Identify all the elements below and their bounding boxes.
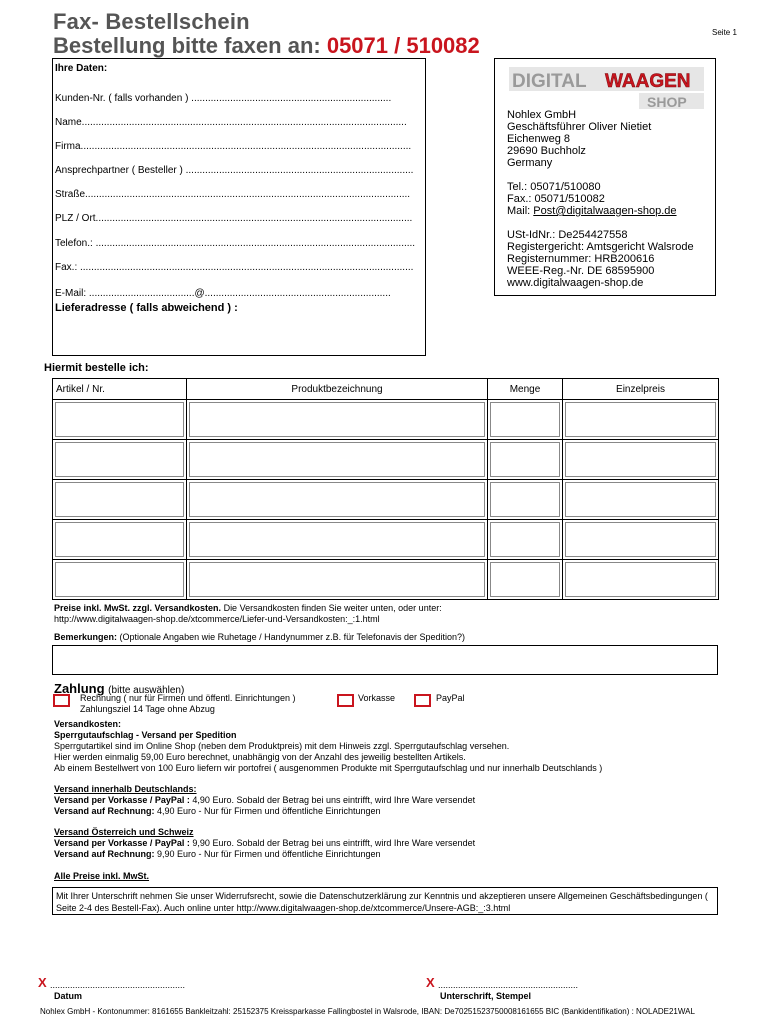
shipping-at-invoice: Versand auf Rechnung: 9,90 Euro - Nur für Firmen und öffentliche Einrichtungen <box>54 849 381 859</box>
email-field[interactable]: E-Mail: ......................................@................................................................... <box>55 288 391 299</box>
order-table <box>52 378 719 600</box>
shop-mail: Mail: Post@digitalwaagen-shop.de <box>507 205 677 217</box>
price-input[interactable] <box>565 442 716 477</box>
shipping-de-prepay: Versand per Vorkasse / PayPal : 4,90 Euro. Sobald der Betrag bei uns eintrifft, wird Ihre Ware versendet <box>54 795 476 805</box>
table-row <box>53 480 719 520</box>
invoice-option-label: Rechnung ( nur für Firmen und öffentl. Einrichtungen ) <box>80 693 296 703</box>
paypal-checkbox[interactable] <box>414 694 431 707</box>
customer-data-box <box>52 58 426 356</box>
weee-number: WEEE-Reg.-Nr. DE 68595900 <box>507 265 655 277</box>
shop-mail-link[interactable]: Post@digitalwaagen-shop.de <box>533 205 677 217</box>
surcharge-line: Hier werden einmalig 59,00 Euro berechnet, unabhängig von der Anzahl des jeweilig bestellten Artikels. <box>54 752 466 762</box>
shop-fax: Fax.: 05071/510082 <box>507 193 605 205</box>
contact-person-field[interactable]: Ansprechpartner ( Besteller ) .................................................................................. <box>55 165 414 176</box>
quantity-input[interactable] <box>490 442 560 477</box>
table-row <box>53 560 719 600</box>
company-name: Nohlex GmbH <box>507 109 577 121</box>
shipping-cost-url[interactable]: http://www.digitalwaagen-shop.de/xtcommerce/Liefer-und-Versandkosten:_:1.html <box>54 614 380 624</box>
shipping-de-invoice: Versand auf Rechnung: 4,90 Euro - Nur für Firmen und öffentliche Einrichtungen <box>54 806 381 816</box>
col-article: Artikel / Nr. <box>53 379 187 400</box>
price-input[interactable] <box>565 482 716 517</box>
payment-heading: Zahlung (bitte auswählen) <box>54 681 185 696</box>
surcharge-line: Ab einem Bestellwert von 100 Euro liefern wir portofrei ( ausgenommen Produkte mit Sperrgutaufschlag und nur innerhalb Deutschlands ) <box>54 763 603 773</box>
shipping-at-prepay: Versand per Vorkasse / PayPal : 9,90 Euro. Sobald der Betrag bei uns eintrifft, wird Ihre Ware versendet <box>54 838 476 848</box>
order-table-header <box>53 379 719 400</box>
price-input[interactable] <box>565 522 716 557</box>
terms-box <box>52 887 718 915</box>
date-label: Datum <box>54 991 83 1001</box>
register-number: Registernummer: HRB200616 <box>507 253 655 265</box>
date-x-mark: X <box>38 975 47 990</box>
street-field[interactable]: Straße..................................................................................................................... <box>55 189 411 200</box>
svg-text:SHOP: SHOP <box>647 94 687 110</box>
col-product: Produktbezeichnung <box>187 379 488 400</box>
all-prices-note: Alle Preise inkl. MwSt. <box>54 871 150 881</box>
fax-number: 05071 / 510082 <box>326 33 480 58</box>
bank-footer: Nohlex GmbH - Kontonummer: 8161655 Bankleitzahl: 25152375 Kreissparkasse Fallingbostel in Walsrode, IBAN: De70251523750008161655 BIC (Bankidentifikation) : NOLADE21WAL <box>40 1007 695 1016</box>
product-input[interactable] <box>189 402 485 437</box>
quantity-input[interactable] <box>490 562 560 597</box>
delivery-address-heading: Lieferadresse ( falls abweichend ) : <box>55 302 238 314</box>
surcharge-heading: Sperrgutaufschlag - Versand per Spedition <box>54 730 237 740</box>
shipping-de-heading: Versand innerhalb Deutschlands: <box>54 784 197 794</box>
price-input[interactable] <box>565 562 716 597</box>
shop-info-box <box>494 58 716 296</box>
shop-website[interactable]: www.digitalwaagen-shop.de <box>507 277 644 289</box>
page-label: Seite 1 <box>712 28 737 37</box>
company-ceo: Geschäftsführer Oliver Nietiet <box>507 121 652 133</box>
signature-x-mark: X <box>426 975 435 990</box>
article-input[interactable] <box>55 482 184 517</box>
name-field[interactable]: Name..................................................................................................................... <box>55 117 407 128</box>
zip-city-field[interactable]: PLZ / Ort.................................................................................................................. <box>55 213 413 224</box>
product-input[interactable] <box>189 562 485 597</box>
order-heading: Hiermit bestelle ich: <box>44 362 149 374</box>
price-input[interactable] <box>565 402 716 437</box>
svg-text:DIGITAL: DIGITAL <box>512 71 587 92</box>
prepay-checkbox[interactable] <box>337 694 354 707</box>
fax-field[interactable]: Fax.: ........................................................................................................................ <box>55 262 414 273</box>
article-input[interactable] <box>55 522 184 557</box>
col-unit-price: Einzelpreis <box>563 379 719 400</box>
phone-field[interactable]: Telefon.: ................................................................................................................... <box>55 238 416 249</box>
company-street: Eichenweg 8 <box>507 133 570 145</box>
table-row <box>53 400 719 440</box>
product-input[interactable] <box>189 442 485 477</box>
table-row <box>53 520 719 560</box>
signature-line[interactable]: ........................................................ <box>438 980 579 990</box>
surcharge-line: Sperrgutartikel sind im Online Shop (neben dem Produktpreis) mit dem Hinweis zzgl. Sperrgutaufschlag versehen. <box>54 741 510 751</box>
quantity-input[interactable] <box>490 522 560 557</box>
shop-tel: Tel.: 05071/510080 <box>507 181 601 193</box>
remarks-label: Bemerkungen: (Optionale Angaben wie Ruhetage / Handynummer z.B. für Telefonavis der Spedition?) <box>54 632 466 642</box>
price-note: Preise inkl. MwSt. zzgl. Versandkosten. Die Versandkosten finden Sie weiter unten, oder unter: <box>54 603 442 613</box>
form-title: Fax- Bestellschein <box>53 9 250 34</box>
table-row <box>53 440 719 480</box>
register-court: Registergericht: Amtsgericht Walsrode <box>507 241 694 253</box>
invoice-option-sub: Zahlungsziel 14 Tage ohne Abzug <box>80 704 215 714</box>
terms-text: Mit Ihrer Unterschrift nehmen Sie unser Widerrufsrecht, sowie die Datenschutzerklärung zur Kenntnis und akzeptieren unsere Allgemeinen Geschäftsbedingungen ( Seite 2-4 des Bestell-Fax). Auch online unter http://www.digitalwaagen-shop.de/xtcommerce/Unsere-AGB:_:3.html <box>56 891 708 913</box>
article-input[interactable] <box>55 442 184 477</box>
product-input[interactable] <box>189 522 485 557</box>
article-input[interactable] <box>55 402 184 437</box>
customer-number-field[interactable]: Kunden-Nr. ( falls vorhanden ) ........................................................................ <box>55 93 392 104</box>
remarks-input[interactable] <box>52 645 718 675</box>
company-field[interactable]: Firma....................................................................................................................... <box>55 141 412 152</box>
shipping-heading: Versandkosten: <box>54 719 122 729</box>
article-input[interactable] <box>55 562 184 597</box>
signature-label: Unterschrift, Stempel <box>440 991 532 1001</box>
date-line[interactable]: ...................................................... <box>50 980 186 990</box>
svg-text:WAAGEN: WAAGEN <box>605 71 691 92</box>
fax-instruction: Bestellung bitte faxen an: 05071 / 510082 <box>53 33 480 58</box>
product-input[interactable] <box>189 482 485 517</box>
shop-logo <box>509 63 704 111</box>
prepay-option-label: Vorkasse <box>358 693 396 703</box>
shipping-at-heading: Versand Österreich und Schweiz <box>54 827 194 837</box>
company-country: Germany <box>507 157 553 169</box>
col-quantity: Menge <box>488 379 563 400</box>
company-city: 29690 Buchholz <box>507 145 586 157</box>
customer-heading: Ihre Daten: <box>55 63 108 74</box>
vat-id: USt-IdNr.: De254427558 <box>507 229 628 241</box>
invoice-checkbox[interactable] <box>53 694 70 707</box>
paypal-option-label: PayPal <box>436 693 465 703</box>
quantity-input[interactable] <box>490 402 560 437</box>
quantity-input[interactable] <box>490 482 560 517</box>
